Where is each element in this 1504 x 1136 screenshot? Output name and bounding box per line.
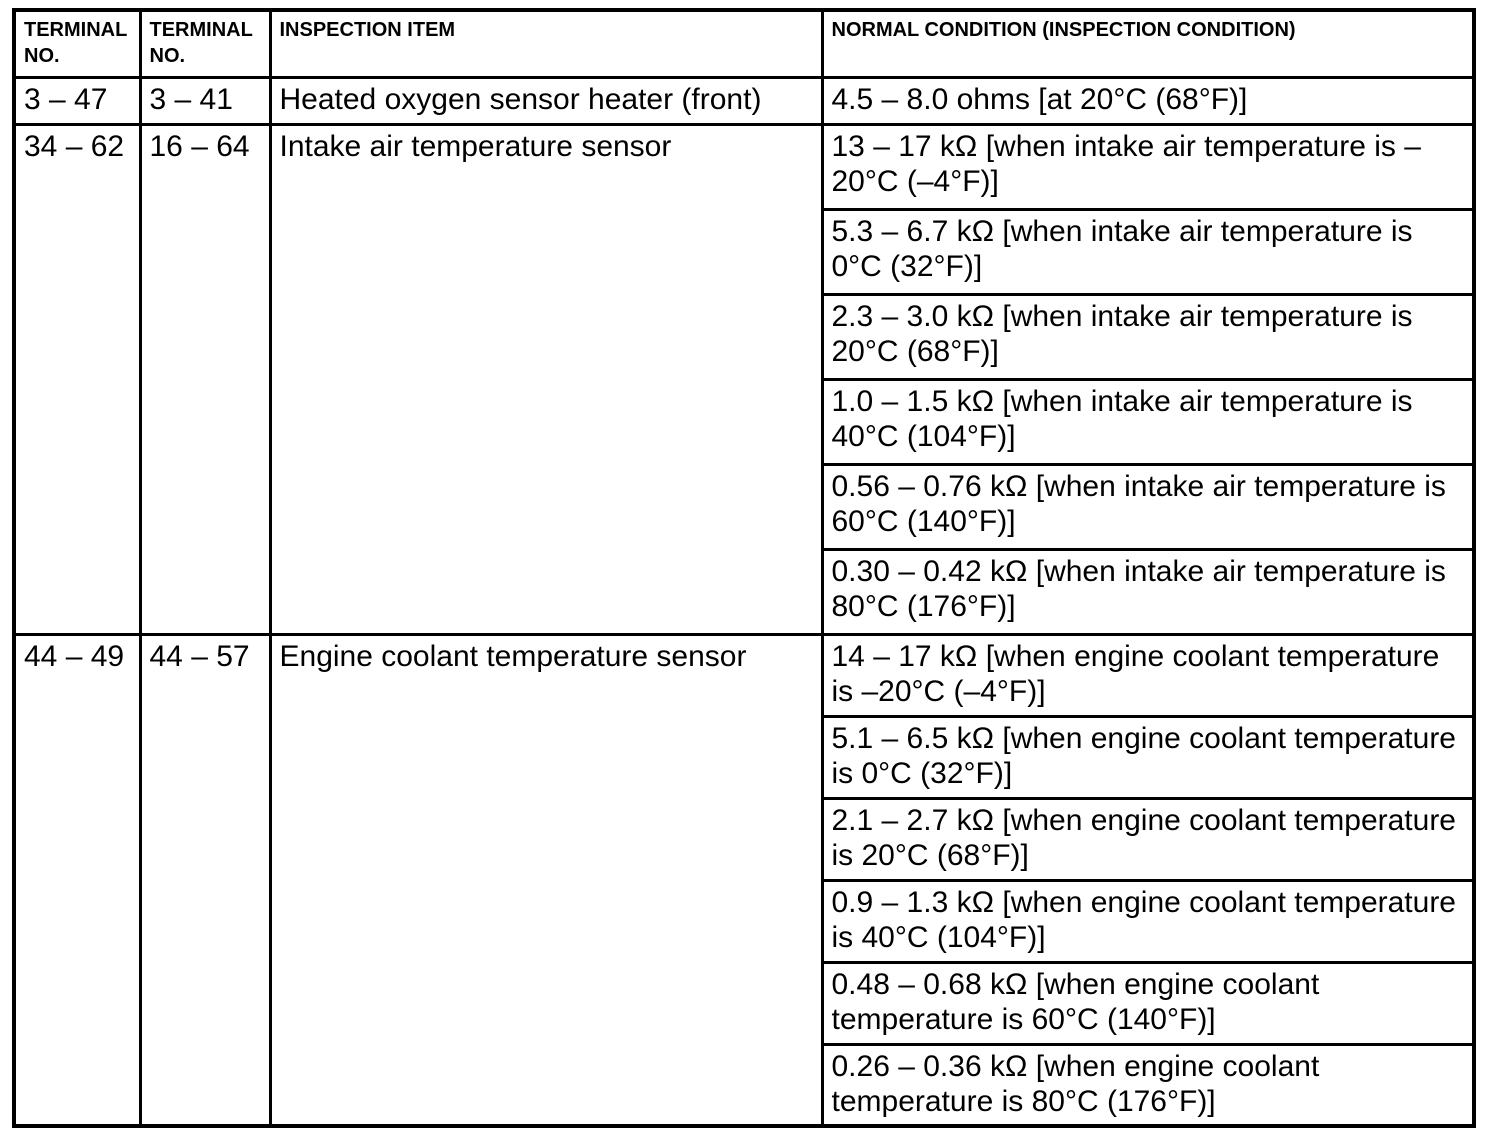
column-header-terminal-no-1: TERMINAL NO. — [14, 10, 140, 77]
column-header-terminal-no-2: TERMINAL NO. — [140, 10, 270, 77]
table-row — [14, 634, 1474, 716]
condition-cell: 1.0 – 1.5 kΩ [when intake air temperature is 40°C (104°F)] — [822, 379, 1474, 464]
terminal-no-2-cell: 16 – 64 — [140, 124, 270, 634]
inspection-item-cell: Intake air temperature sensor — [270, 124, 822, 634]
condition-cell: 5.1 – 6.5 kΩ [when engine coolant temperature is 0°C (32°F)] — [822, 716, 1474, 798]
condition-cell: 2.3 – 3.0 kΩ [when intake air temperature is 20°C (68°F)] — [822, 294, 1474, 379]
terminal-inspection-table — [12, 8, 1476, 1128]
terminal-no-1-cell: 44 – 49 — [14, 634, 140, 1126]
condition-cell: 0.26 – 0.36 kΩ [when engine coolant temperature is 80°C (176°F)] — [822, 1044, 1474, 1126]
table-row — [14, 77, 1474, 124]
terminal-no-2-cell: 3 – 41 — [140, 77, 270, 124]
column-header-inspection-item: INSPECTION ITEM — [270, 10, 822, 77]
inspection-item-cell: Heated oxygen sensor heater (front) — [270, 77, 822, 124]
condition-cell: 0.9 – 1.3 kΩ [when engine coolant temperature is 40°C (104°F)] — [822, 880, 1474, 962]
terminal-no-2-cell: 44 – 57 — [140, 634, 270, 1126]
terminal-no-1-cell: 34 – 62 — [14, 124, 140, 634]
condition-cell: 0.30 – 0.42 kΩ [when intake air temperature is 80°C (176°F)] — [822, 549, 1474, 634]
column-header-normal-condition: NORMAL CONDITION (INSPECTION CONDITION) — [822, 10, 1474, 77]
condition-cell: 13 – 17 kΩ [when intake air temperature is –20°C (–4°F)] — [822, 124, 1474, 209]
condition-cell: 2.1 – 2.7 kΩ [when engine coolant temperature is 20°C (68°F)] — [822, 798, 1474, 880]
condition-cell: 5.3 – 6.7 kΩ [when intake air temperature is 0°C (32°F)] — [822, 209, 1474, 294]
table-row — [14, 124, 1474, 209]
condition-cell: 0.48 – 0.68 kΩ [when engine coolant temperature is 60°C (140°F)] — [822, 962, 1474, 1044]
inspection-item-cell: Engine coolant temperature sensor — [270, 634, 822, 1126]
condition-cell: 14 – 17 kΩ [when engine coolant temperature is –20°C (–4°F)] — [822, 634, 1474, 716]
condition-cell: 0.56 – 0.76 kΩ [when intake air temperature is 60°C (140°F)] — [822, 464, 1474, 549]
condition-cell: 4.5 – 8.0 ohms [at 20°C (68°F)] — [822, 77, 1474, 124]
header-row — [14, 10, 1474, 77]
terminal-no-1-cell: 3 – 47 — [14, 77, 140, 124]
